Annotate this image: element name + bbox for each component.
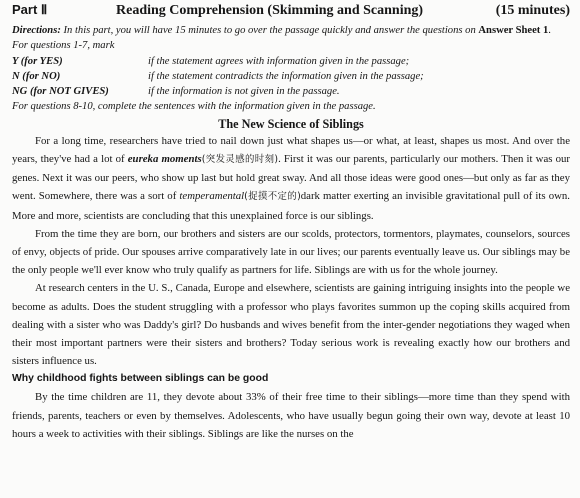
- directions-intro: [12, 23, 570, 38]
- key-row-not-given: [12, 84, 570, 99]
- key-row-no: [12, 69, 570, 84]
- time-limit: (15 minutes): [495, 3, 570, 18]
- paragraph-2: From the time they are born, our brothers and sisters are our scolds, protectors, tormentors, playmates, counselors, sources of envy, objects of pride. Our spouses arrive comparatively late in our lives; our parents eventually leave us. Our siblings may be the only people we'll ever know who truly qualify as partners for life. Siblings are with us for the whole journey.: [12, 227, 570, 277]
- answer-sheet-ref: Answer Sheet 1: [478, 25, 549, 36]
- chinese-gloss: (捉摸不定的): [244, 191, 301, 203]
- subheading: Why childhood fights between siblings can be good: [12, 373, 269, 385]
- directions-block: [12, 23, 570, 115]
- key-description: if the statement agrees with information given in the passage;: [148, 55, 410, 67]
- paragraph-text: dark matter exerting an invisible gravitational pull of its own. More and more, scientists are concluding that this unexplained force is our siblings.: [12, 190, 570, 222]
- article-title: The New Science of Siblings: [218, 116, 364, 131]
- article-body: [12, 132, 570, 443]
- key-label: N (for NO): [12, 70, 61, 82]
- key-description: if the information is not given in the passage.: [148, 86, 340, 98]
- paragraph-text: For a long time, researchers have tried to nail down just what shapes us—or what, at least, shapes us most. And over the years, they've had a lot of: [12, 134, 570, 165]
- key-row-yes: [12, 54, 570, 69]
- section-header: [12, 2, 570, 23]
- key-description: if the statement contradicts the information given in the passage;: [148, 70, 424, 82]
- paragraph-3: At research centers in the U. S., Canada, Europe and elsewhere, scientists are gaining intriguing insights into the people we become as adults. Does the student struggling with a professor who plays favorites summon up the coping skills acquired from dealing with a sister who was Daddy's girl? Do husbands and wives benefit from the inter-gender negotiations they waged when their most important partners were their sisters and brothers? Today serious work is revealing exactly how our brothers and sisters influence us.: [12, 282, 570, 368]
- questions-1-7-instruction: For questions 1-7, mark: [12, 40, 115, 52]
- part-label: Part Ⅱ: [12, 2, 48, 17]
- temperamental-term: temperamental: [179, 190, 245, 203]
- directions-text: In this part, you will have 15 minutes to go over the passage quickly and answer the questions on: [63, 25, 476, 36]
- paragraph-4: By the time children are 11, they devote about 33% of their free time to their siblings—more time than they spend with friends, parents, teachers or even by themselves. Adolescents, who have usually begun going their own way, devote at least 10 hours a week to activities with their siblings. Siblings are like the nurses on the: [12, 391, 570, 440]
- paragraph-1: [12, 132, 570, 225]
- section-title: Reading Comprehension (Skimming and Scanning): [116, 3, 424, 18]
- questions-8-10-instruction: For questions 8-10, complete the sentences with the information given in the passage.: [12, 101, 376, 113]
- paragraph-text: . First it was our parents, particularly our mothers. Then it was our genes. Next it was our peers, who show up last but hold great sway. And all those ideas were good ones—but only as far as they went. Somewhere, there was a sort of: [12, 152, 570, 203]
- directions-period: .: [548, 25, 551, 36]
- eureka-term: eureka moments: [127, 152, 202, 165]
- directions-label: Directions:: [12, 25, 61, 36]
- chinese-gloss: (突发灵感的时刻): [201, 153, 279, 165]
- key-label: Y (for YES): [12, 55, 63, 67]
- key-label: NG (for NOT GIVES): [12, 86, 109, 98]
